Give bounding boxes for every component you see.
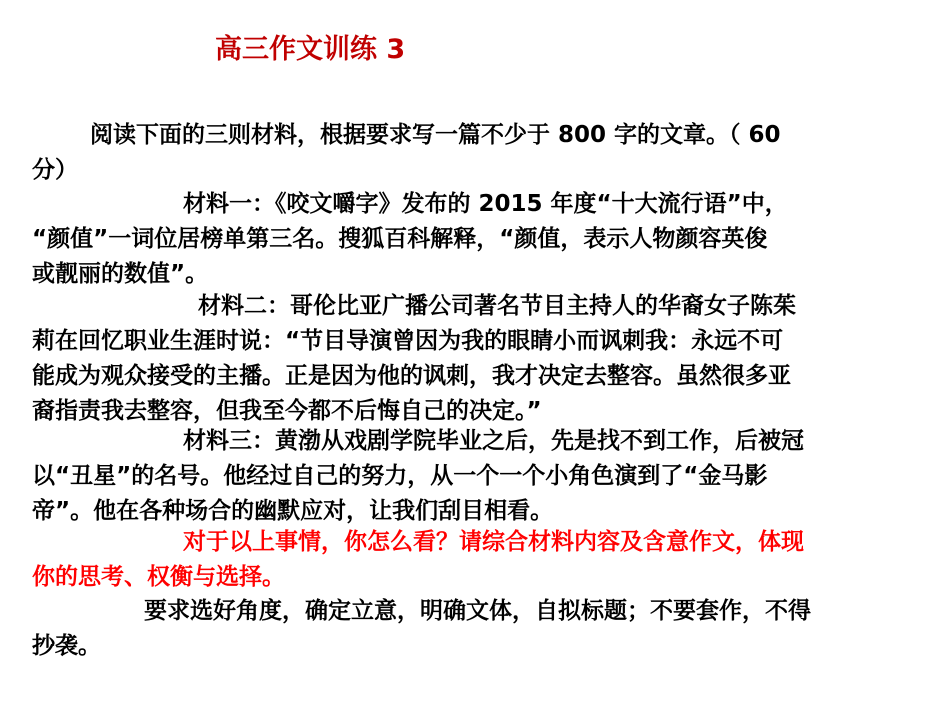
intro-paragraph [32, 118, 912, 188]
slide-title: 高三作文训练 3 [215, 34, 406, 65]
requirements-paragraph [32, 594, 912, 664]
requirements-line-2: 抄袭。 [32, 633, 101, 659]
material-3-line-3: 帝”。他在各种场合的幽默应对，让我们刮目相看。 [32, 498, 554, 524]
material-1-line-1: 材料一：《咬文嚼字》发布的 2015 年度“十大流行语”中， [183, 191, 788, 217]
intro-line-2: 分） [32, 157, 78, 183]
question-paragraph [32, 525, 912, 595]
question-line-1: 对于以上事情，你怎么看？请综合材料内容及含意作文，体现 [183, 529, 804, 555]
material-3-line-1: 材料三：黄渤从戏剧学院毕业之后，先是找不到工作，后被冠 [183, 428, 804, 454]
material-2-line-2: 莉在回忆职业生涯时说：“节目导演曾因为我的眼睛小而讽刺我：永远不可 [32, 328, 784, 354]
requirements-line-1: 要求选好角度，确定立意，明确文体，自拟标题；不要套作，不得 [144, 598, 811, 624]
material-2-line-3: 能成为观众接受的主播。正是因为他的讽刺，我才决定去整容。虽然很多亚 [32, 363, 791, 389]
material-3-line-2: 以“丑星”的名号。他经过自己的努力，从一个一个小角色演到了“金马影 [32, 463, 768, 489]
intro-line-1: 阅读下面的三则材料，根据要求写一篇不少于 800 字的文章。（ 60 [90, 122, 781, 148]
material-1-line-3: 或靓丽的数值”。 [32, 261, 209, 287]
material-1-line-2: “颜值”一词位居榜单第三名。搜狐百科解释，“颜值，表示人物颜容英俊 [32, 226, 768, 252]
material-2-paragraph [32, 289, 912, 429]
question-line-2: 你的思考、权衡与选择。 [32, 564, 285, 590]
material-2-line-1: 材料二：哥伦比亚广播公司著名节目主持人的华裔女子陈茱 [198, 293, 796, 319]
material-2-line-4: 裔指责我去整容，但我至今都不后悔自己的决定。” [32, 398, 542, 424]
material-1-paragraph [32, 187, 912, 292]
material-3-paragraph [32, 424, 912, 529]
